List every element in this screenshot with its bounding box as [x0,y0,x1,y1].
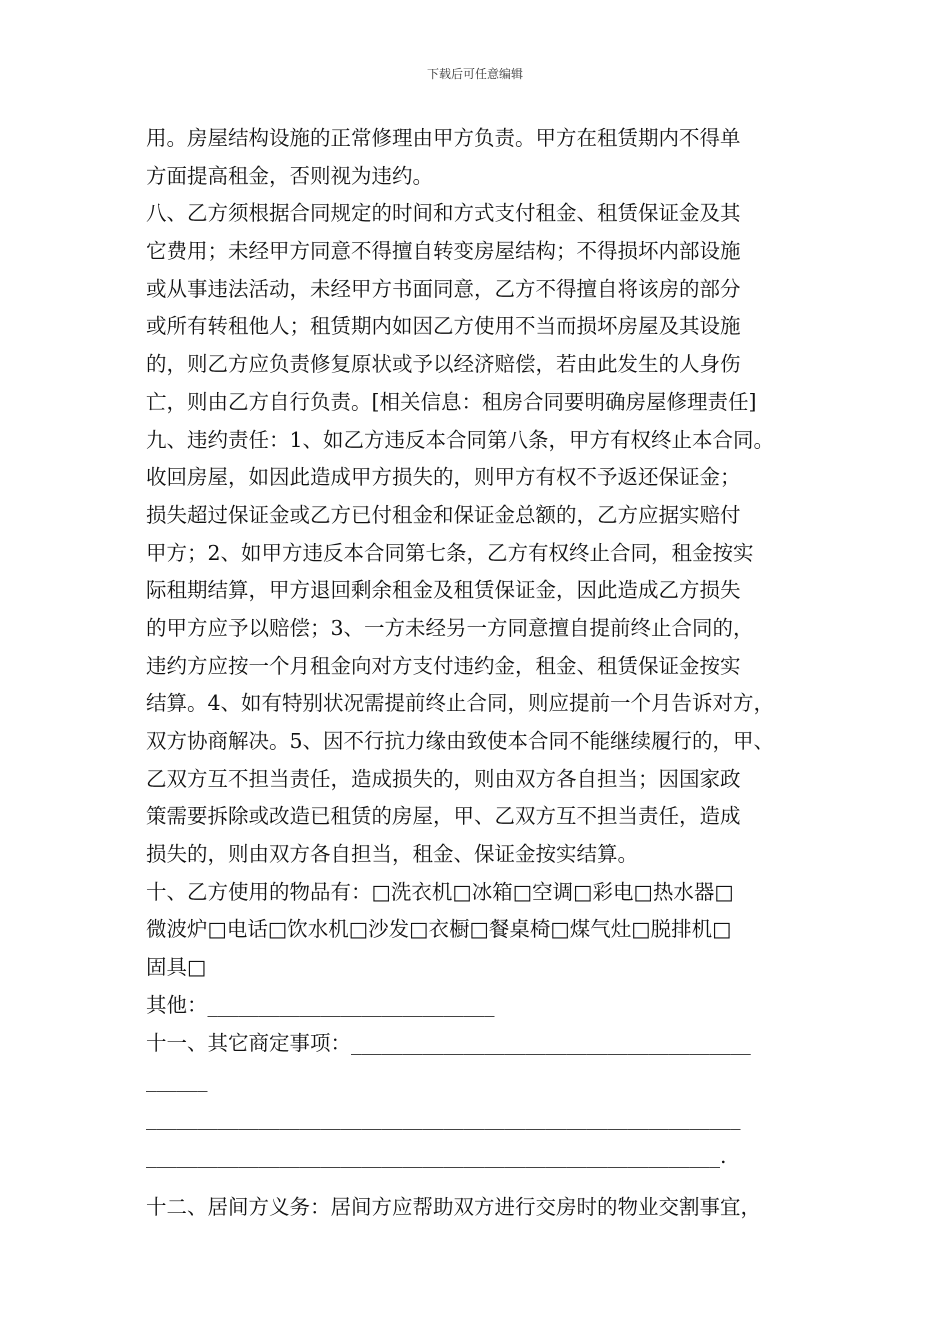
text-line: 双方协商解决。5、因不行抗力缘由致使本合同不能继续履行的，甲、 [146,729,775,753]
blank-line: ______ [146,1068,208,1093]
text-line: 际租期结算，甲方退回剩余租金及租赁保证金，因此造成乙方损失 [146,578,741,603]
text-line: 乙双方互不担当责任，造成损失的，则由双方各自担当；因国家政 [146,766,741,791]
text-line: 损失的，则由双方各自担当，租金、保证金按实结算。 [146,842,638,867]
text-line: 或所有转租他人；租赁期内如因乙方使用不当而损坏房屋及其设施 [146,314,741,339]
text-line: 方面提高租金，否则视为违约。 [146,163,433,188]
other-agreements-line: 十一、其它商定事项：_______________________________________ [146,1030,751,1055]
page-header-note: 下载后可任意编辑 [426,67,523,81]
text-line: 收回房屋，如因此造成甲方损失的，则甲方有权不予返还保证金； [146,465,741,490]
items-checklist-line: 固具□ [146,955,207,980]
text-line: 损失超过保证金或乙方已付租金和保证金总额的，乙方应据实赔付 [146,502,741,527]
text-line: 的，则乙方应负责修复原状或予以经济赔偿，若由此发生的人身伤 [146,352,741,377]
text-line: 十二、居间方义务：居间方应帮助双方进行交房时的物业交割事宜， [146,1195,761,1220]
text-line: 违约方应按一个月租金向对方支付违约金，租金、租赁保证金按实 [146,653,741,678]
text-line: 或从事违法活动，未经甲方书面同意，乙方不得擅自将该房的部分 [146,276,741,301]
text-line: 甲方；2、如甲方违反本合同第七条，乙方有权终止合同，租金按实 [146,540,754,565]
other-items-blank-line: 其他：____________________________ [146,992,495,1017]
text-line: 的甲方应予以赔偿；3、一方未经另一方同意擅自提前终止合同的， [146,615,754,640]
text-line: 用。房屋结构设施的正常修理由甲方负责。甲方在租赁期内不得单 [146,126,741,150]
items-checklist-line: 十、乙方使用的物品有：□洗衣机□冰箱□空调□彩电□热水器□ [146,879,734,904]
blank-line: __________________________________________________________ [146,1105,741,1130]
text-line: 它费用；未经甲方同意不得擅自转变房屋结构；不得损坏内部设施 [146,239,741,264]
contract-body-text [146,120,826,1227]
text-line: 结算。4、如有特别状况需提前终止合同，则应提前一个月告诉对方， [146,691,775,716]
blank-line: ________________________________________________________. [146,1143,727,1168]
items-checklist-line: 微波炉□电话□饮水机□沙发□衣橱□餐桌椅□煤气灶□脱排机□ [146,917,732,942]
text-line: 亡，则由乙方自行负责。[相关信息：租房合同要明确房屋修理责任] [146,389,757,414]
text-line: 策需要拆除或改造已租赁的房屋，甲、乙双方互不担当责任，造成 [146,804,741,829]
text-line: 八、乙方须根据合同规定的时间和方式支付租金、租赁保证金及其 [146,201,741,226]
text-line: 九、违约责任：1、如乙方违反本合同第八条，甲方有权终止本合同。 [146,427,775,452]
